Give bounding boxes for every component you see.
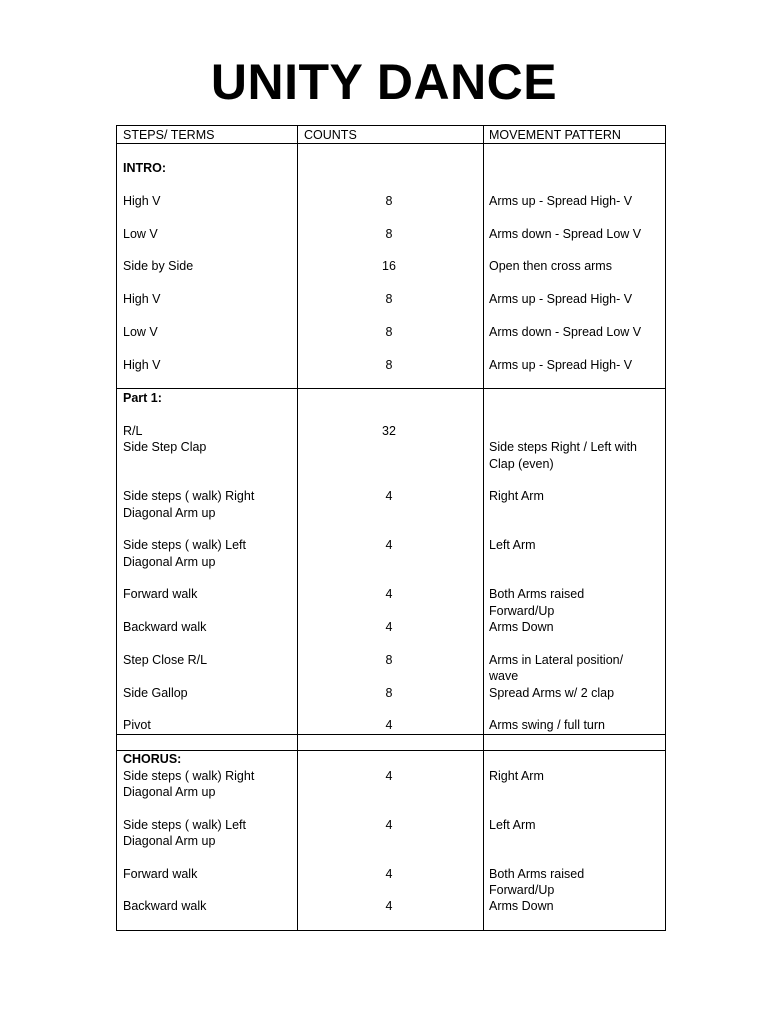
movement-cell: Arms up - Spread High- V — [489, 292, 633, 306]
movement-cell: Arms swing / full turn — [489, 718, 606, 732]
header-movement: MOVEMENT PATTERN — [489, 128, 621, 142]
movement-cell: Arms down - Spread Low V — [489, 227, 642, 241]
step-cell: Backward walk — [123, 899, 207, 913]
step-cell: Step Close R/L — [123, 653, 208, 667]
count-cell: 4 — [385, 769, 393, 783]
step-cell: High V — [123, 194, 161, 208]
header-steps: STEPS/ TERMS — [123, 128, 215, 142]
step-cell: Low V — [123, 227, 158, 241]
count-cell: 16 — [382, 259, 396, 273]
movement-cell-line2: Forward/Up — [489, 883, 555, 897]
count-cell: 8 — [385, 653, 393, 667]
section-label-chorus: CHORUS: — [123, 752, 182, 766]
movement-cell: Side steps Right / Left with — [489, 440, 637, 454]
step-cell: Pivot — [123, 718, 151, 732]
movement-cell-line2: Forward/Up — [489, 604, 555, 618]
count-cell: 4 — [385, 899, 393, 913]
step-cell: R/L — [123, 424, 143, 438]
movement-cell: Arms Down — [489, 899, 554, 913]
movement-cell: Arms Down — [489, 620, 554, 634]
step-cell: Forward walk — [123, 587, 198, 601]
count-cell: 8 — [385, 194, 393, 208]
count-cell: 4 — [385, 718, 393, 732]
step-cell-line2: Diagonal Arm up — [123, 785, 216, 799]
step-cell: Low V — [123, 325, 158, 339]
movement-cell-line2: Clap (even) — [489, 457, 554, 471]
movement-cell: Arms in Lateral position/ — [489, 653, 624, 667]
step-cell-line2: Diagonal Arm up — [123, 555, 216, 569]
count-cell: 8 — [385, 686, 393, 700]
step-cell: Side Step Clap — [123, 440, 207, 454]
step-cell: Side steps ( walk) Right — [123, 769, 255, 783]
step-cell: High V — [123, 292, 161, 306]
step-cell: Side by Side — [123, 259, 194, 273]
count-cell: 4 — [385, 587, 393, 601]
dance-steps-table — [116, 125, 666, 931]
movement-cell: Left Arm — [489, 818, 536, 832]
movement-cell: Right Arm — [489, 769, 544, 783]
step-cell: High V — [123, 358, 161, 372]
movement-cell: Left Arm — [489, 538, 536, 552]
count-cell: 4 — [385, 489, 393, 503]
movement-cell: Both Arms raised — [489, 587, 585, 601]
count-cell: 4 — [385, 818, 393, 832]
step-cell-line2: Diagonal Arm up — [123, 506, 216, 520]
count-cell: 8 — [385, 325, 393, 339]
row-divider — [117, 388, 665, 389]
movement-cell: Arms down - Spread Low V — [489, 325, 642, 339]
header-counts: COUNTS — [304, 128, 357, 142]
section-label-part1: Part 1: — [123, 391, 162, 405]
column-divider — [297, 126, 298, 930]
step-cell: Side steps ( walk) Right — [123, 489, 255, 503]
movement-cell-line2: wave — [489, 669, 519, 683]
movement-cell: Right Arm — [489, 489, 544, 503]
step-cell: Side Gallop — [123, 686, 188, 700]
count-cell: 32 — [382, 424, 396, 438]
count-cell: 4 — [385, 867, 393, 881]
step-cell-line2: Diagonal Arm up — [123, 834, 216, 848]
movement-cell: Arms up - Spread High- V — [489, 194, 633, 208]
count-cell: 4 — [385, 538, 393, 552]
count-cell: 8 — [385, 227, 393, 241]
column-divider — [483, 126, 484, 930]
count-cell: 4 — [385, 620, 393, 634]
step-cell: Side steps ( walk) Left — [123, 538, 246, 552]
section-label-intro: INTRO: — [123, 161, 167, 175]
movement-cell: Both Arms raised — [489, 867, 585, 881]
step-cell: Backward walk — [123, 620, 207, 634]
step-cell: Forward walk — [123, 867, 198, 881]
movement-cell: Arms up - Spread High- V — [489, 358, 633, 372]
count-cell: 8 — [385, 292, 393, 306]
row-divider — [117, 750, 665, 751]
row-divider — [117, 734, 665, 735]
movement-cell: Spread Arms w/ 2 clap — [489, 686, 615, 700]
page-title: UNITY DANCE — [210, 54, 558, 110]
step-cell: Side steps ( walk) Left — [123, 818, 246, 832]
count-cell: 8 — [385, 358, 393, 372]
movement-cell: Open then cross arms — [489, 259, 612, 273]
